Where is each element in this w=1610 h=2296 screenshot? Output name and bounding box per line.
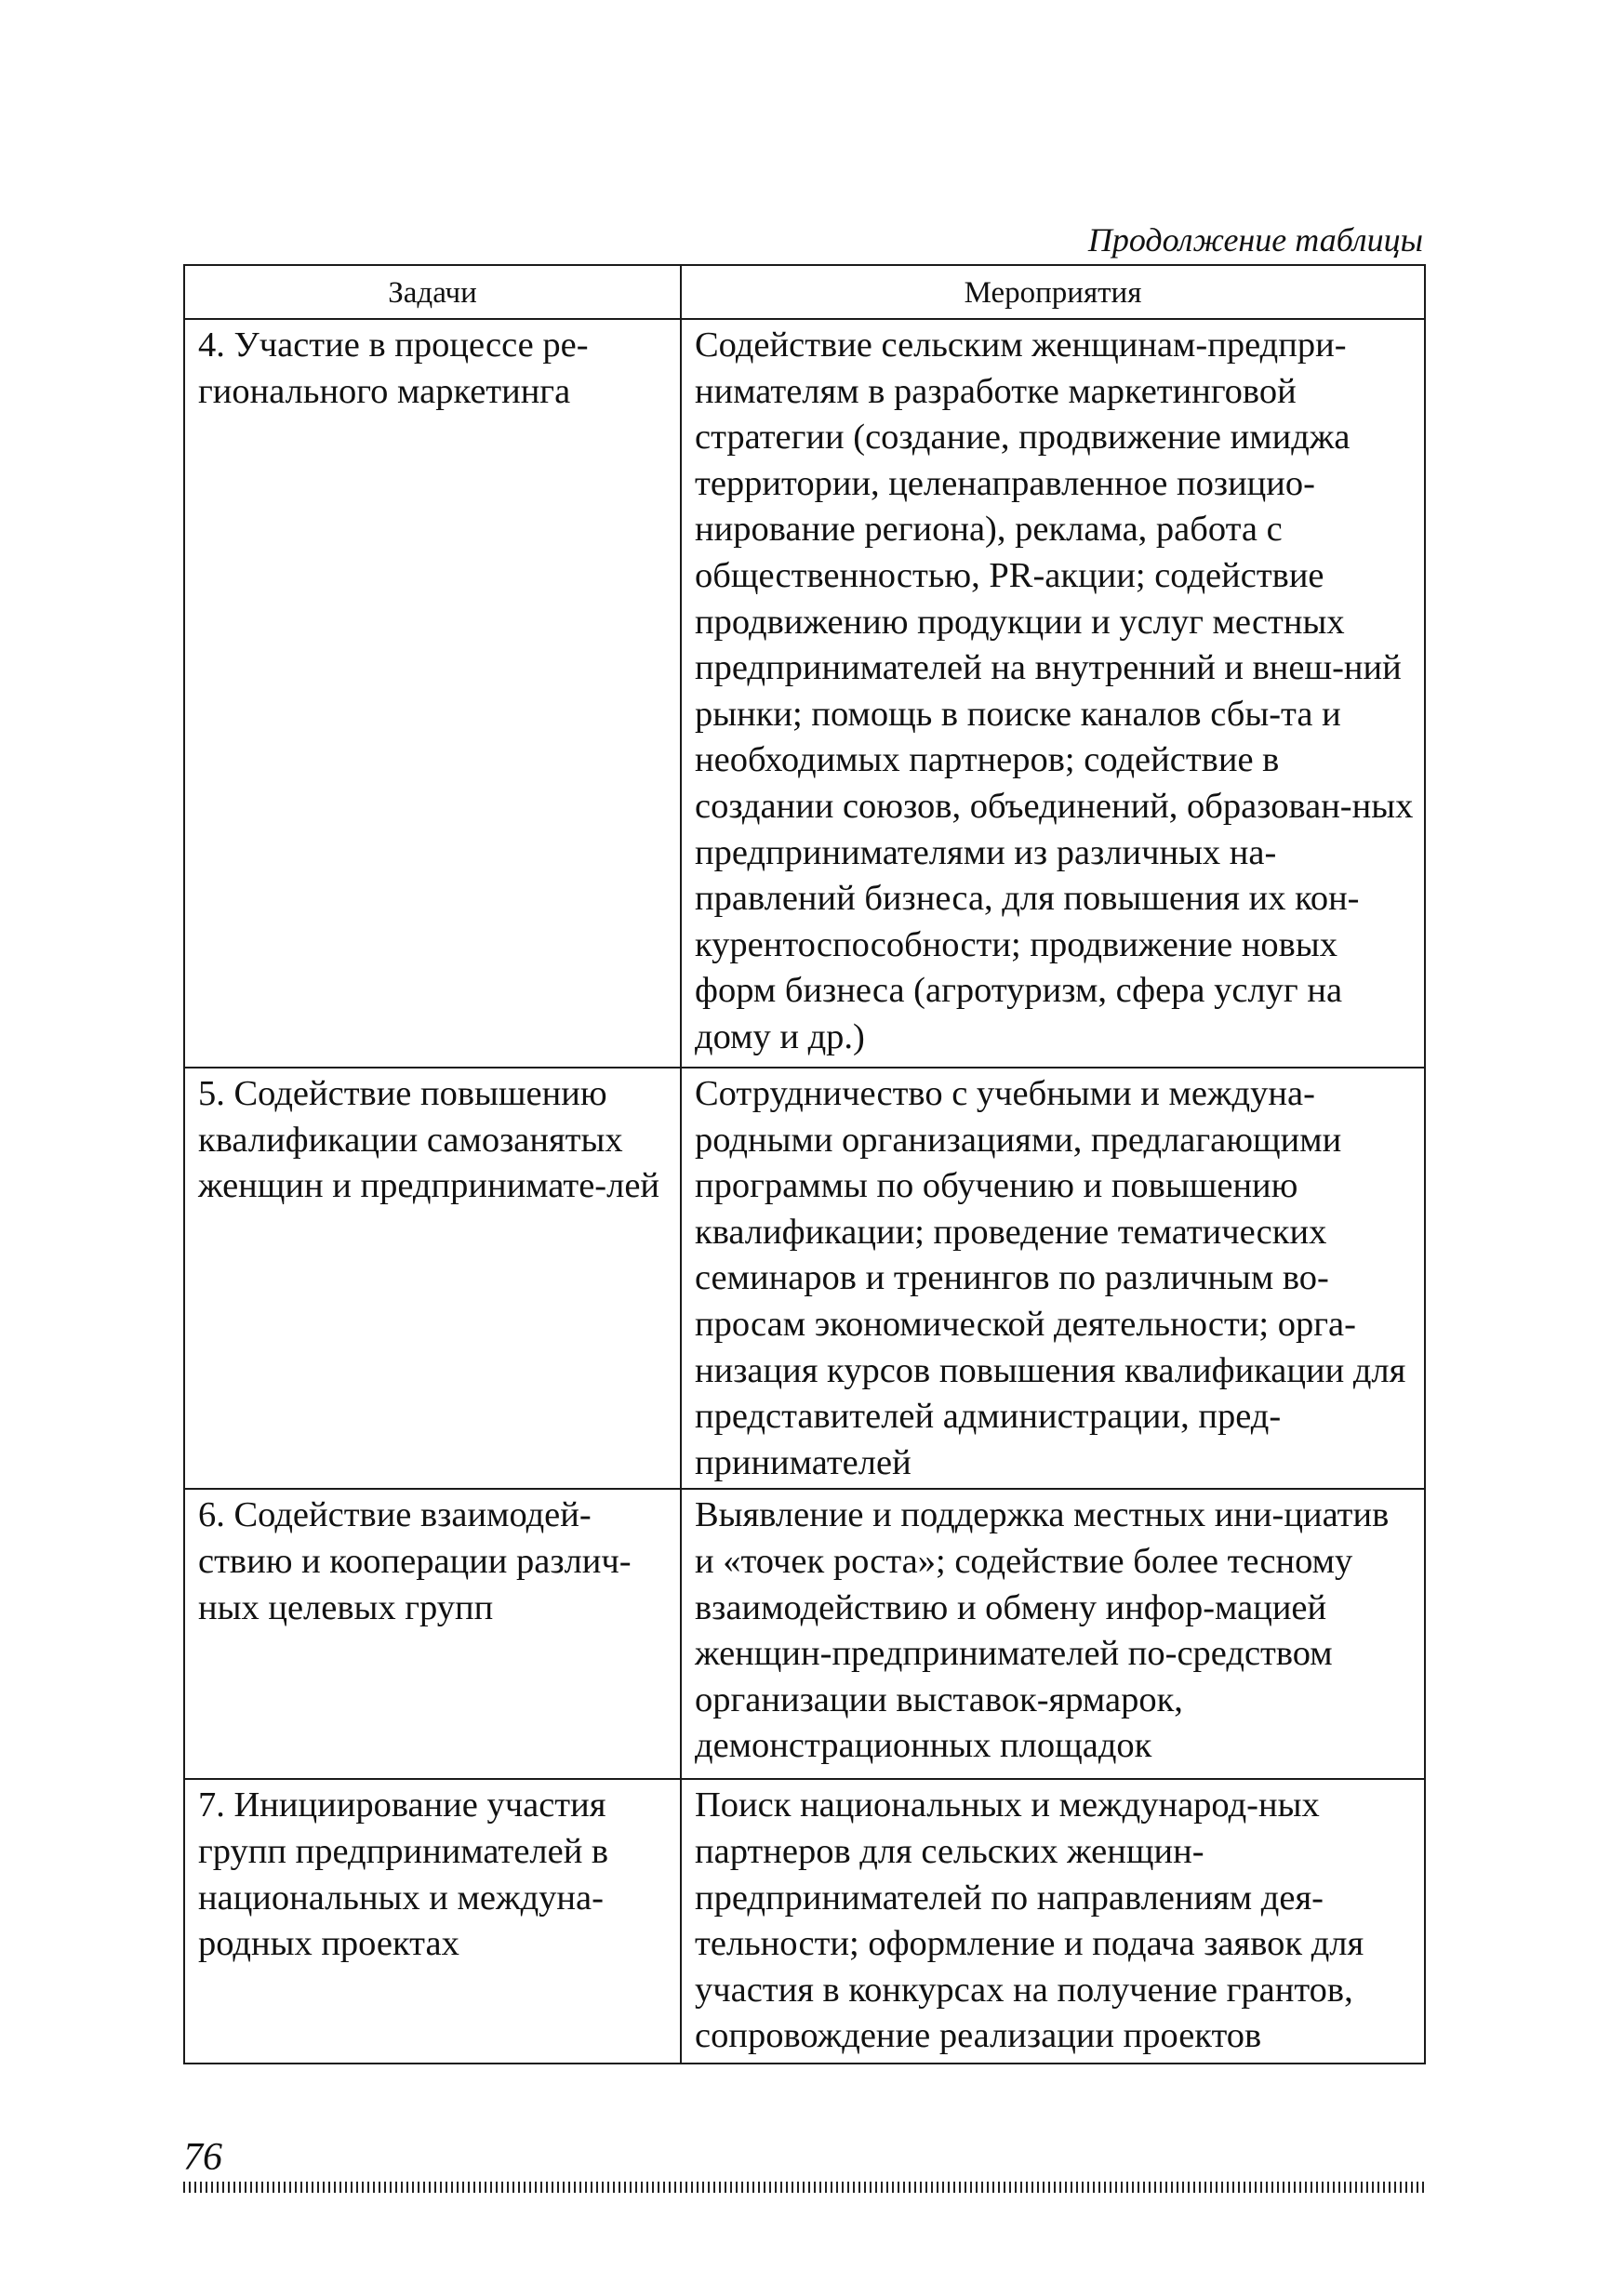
task-text: 5. Содействие повышению квалификации самозанятых женщин и предпринимате-лей [198, 1074, 660, 1206]
task-cell [184, 319, 681, 1068]
table-continuation-label: Продолжение таблицы [1087, 221, 1423, 259]
table-row [184, 1489, 1425, 1779]
page-number: 76 [183, 2136, 222, 2179]
task-text: 7. Инициирование участия групп предпринимателей в национальных и междуна-родных проектах [198, 1785, 609, 1964]
table-row [184, 1779, 1425, 2064]
tasks-measures-table [183, 264, 1426, 2064]
task-text: 6. Содействие взаимодей-ствию и кооперации различ-ных целевых групп [198, 1495, 632, 1627]
measures-text: Содействие сельским женщинам-предпри-нимателям в разработке маркетинговой стратегии (создание, продвижение имиджа территории, целенаправленное позицио-нирование региона), реклама, работа с общественностью, PR-акции; содействие продвижению продукции и услуг местных предпринимателей на внутренний и внеш-ний рынки; помощь в поиске каналов сбы-та и необходимых партнеров; содействие в создании союзов, объединений, образован-ных предпринимателями из различных на-правлений бизнеса, для повышения их кон-курентоспособности; продвижение новых форм бизнеса (агротуризм, сфера услуг на дому и др.) [695, 325, 1414, 1056]
header-tasks: Задачи [184, 265, 681, 319]
measures-cell [681, 319, 1425, 1068]
table-header-row [184, 265, 1425, 319]
measures-text: Выявление и поддержка местных ини-циатив и «точек роста»; содействие более тесному взаимодействию и обмену инфор-мацией женщин-предпринимателей по-средством организации выставок-ярмарок, демонстрационных площадок [695, 1495, 1390, 1766]
measures-cell [681, 1779, 1425, 2064]
table-row [184, 1068, 1425, 1489]
task-cell [184, 1489, 681, 1779]
table-row [184, 319, 1425, 1068]
measures-text: Поиск национальных и международ-ных партнеров для сельских женщин-предпринимателей по направлениям дея-тельности; оформление и подача заявок для участия в конкурсах на получение грантов, сопровождение реализации проектов [695, 1785, 1364, 2056]
task-cell [184, 1779, 681, 2064]
measures-cell [681, 1068, 1425, 1489]
task-text: 4. Участие в процессе ре-гионального маркетинга [198, 325, 589, 411]
measures-text: Сотрудничество с учебными и междуна-родными организациями, предлагающими программы по обучению и повышению квалификации; проведение тематических семинаров и тренингов по различным во-просам экономической деятельности; орга-низация курсов повышения квалификации для представителей администрации, пред-принимателей [695, 1074, 1406, 1482]
footer-decorative-rule [183, 2182, 1427, 2193]
header-measures: Мероприятия [681, 265, 1425, 319]
task-cell [184, 1068, 681, 1489]
measures-cell [681, 1489, 1425, 1779]
